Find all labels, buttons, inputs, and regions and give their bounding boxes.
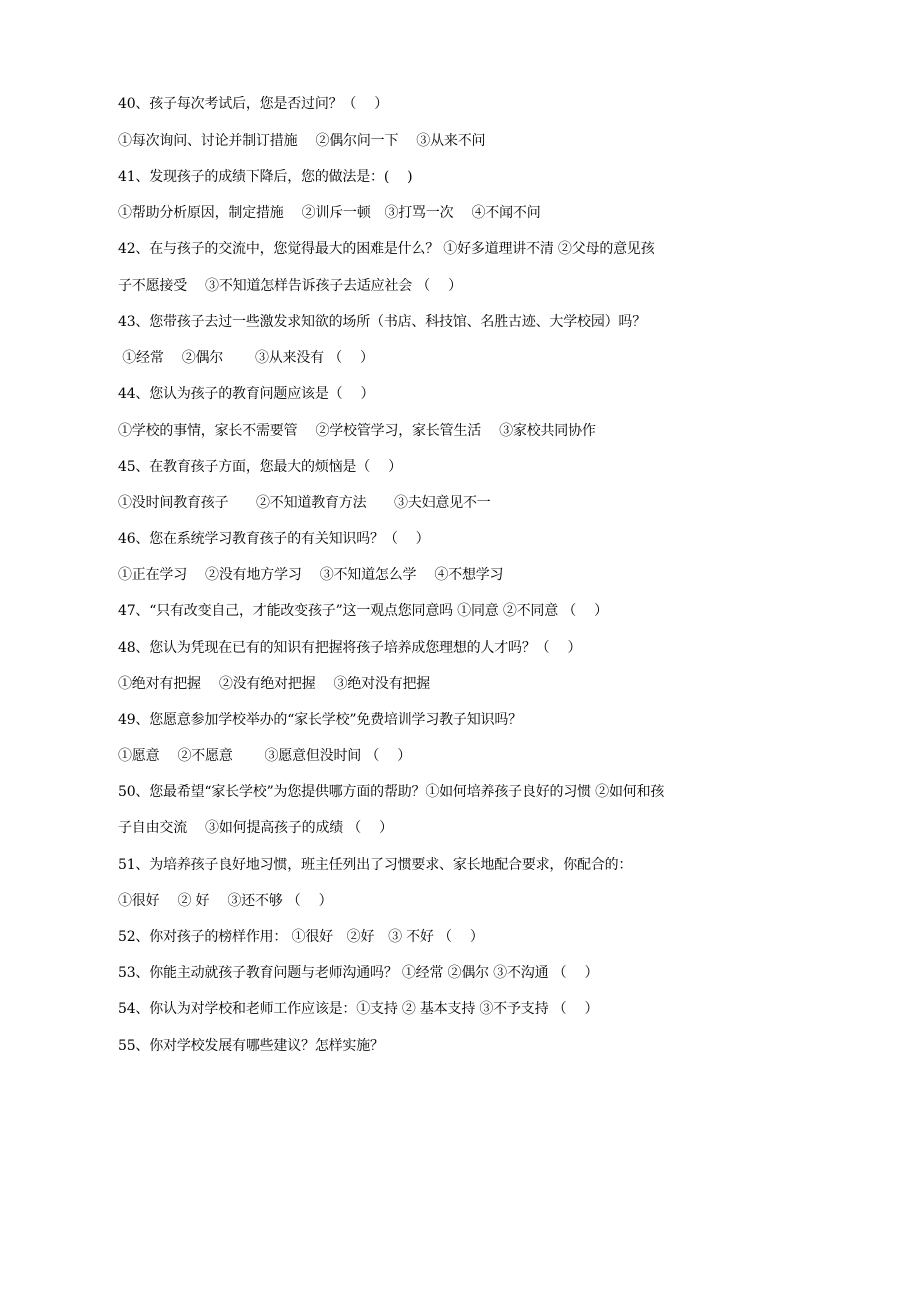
- options-51: ①很好 ② 好 ③还不够 （ ）: [118, 893, 333, 909]
- question-51: 51、为培养孩子良好地习惯，班主任列出了习惯要求、家长地配合要求，你配合的：: [118, 857, 633, 873]
- options-43: ①经常 ②偶尔 ③从来没有 （ ）: [118, 350, 374, 366]
- options-49: ①愿意 ②不愿意 ③愿意但没时间 （ ）: [118, 748, 411, 764]
- question-52: 52、你对孩子的榜样作用： ①很好 ②好 ③ 不好 （ ）: [118, 929, 484, 945]
- question-45: 45、在教育孩子方面，您最大的烦恼是（ ）: [118, 459, 402, 475]
- question-55: 55、你对学校发展有哪些建议？怎样实施？: [118, 1038, 384, 1054]
- question-47: 47、“只有改变自己，才能改变孩子”这一观点您同意吗 ①同意 ②不同意 （ ）: [118, 603, 608, 619]
- question-46: 46、您在系统学习教育孩子的有关知识吗？（ ）: [118, 531, 430, 547]
- question-42: 42、在与孩子的交流中，您觉得最大的困难是什么？ ①好多道理讲不清 ②父母的意见孩: [118, 241, 655, 257]
- options-40: ①每次询问、讨论并制订措施 ②偶尔问一下 ③从来不问: [118, 133, 486, 149]
- options-45: ①没时间教育孩子 ②不知道教育方法 ③夫妇意见不一: [118, 495, 491, 511]
- question-54: 54、你认为对学校和老师工作应该是：①支持 ② 基本支持 ③不予支持 （ ）: [118, 1001, 599, 1017]
- question-48: 48、您认为凭现在已有的知识有把握将孩子培养成您理想的人才吗？（ ）: [118, 640, 582, 656]
- options-46: ①正在学习 ②没有地方学习 ③不知道怎么学 ④不想学习: [118, 567, 504, 583]
- question-49: 49、您愿意参加学校举办的“家长学校”免费培训学习教子知识吗？: [118, 712, 522, 728]
- question-53: 53、你能主动就孩子教育问题与老师沟通吗？ ①经常 ②偶尔 ③不沟通 （ ）: [118, 965, 599, 981]
- options-41: ①帮助分析原因，制定措施 ②训斥一顿 ③打骂一次 ④不闻不问: [118, 205, 541, 221]
- question-44: 44、您认为孩子的教育问题应该是（ ）: [118, 386, 375, 402]
- options-44: ①学校的事情，家长不需要管 ②学校管学习，家长管生活 ③家校共同协作: [118, 423, 596, 439]
- question-42-continued: 子不愿接受 ③不知道怎样告诉孩子去适应社会 （ ）: [118, 278, 462, 294]
- question-43: 43、您带孩子去过一些激发求知欲的场所（书店、科技馆、名胜古迹、大学校园）吗？: [118, 314, 647, 330]
- question-50: 50、您最希望“家长学校”为您提供哪方面的帮助？①如何培养孩子良好的习惯 ②如何和孩: [118, 784, 665, 800]
- options-48: ①绝对有把握 ②没有绝对把握 ③绝对没有把握: [118, 676, 431, 692]
- question-50-continued: 子自由交流 ③如何提高孩子的成绩 （ ）: [118, 820, 393, 836]
- question-41: 41、发现孩子的成绩下降后，您的做法是：( ): [118, 169, 413, 185]
- question-40: 40、孩子每次考试后，您是否过问？（ ）: [118, 96, 389, 112]
